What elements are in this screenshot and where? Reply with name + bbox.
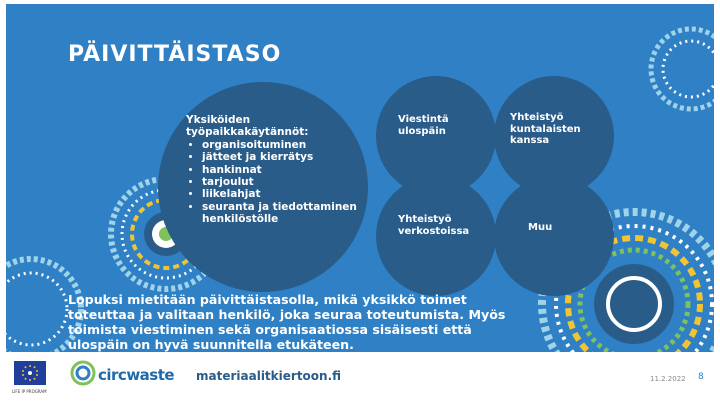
list-item: • liikelahjat	[202, 188, 366, 200]
list-item: • hankinnat	[202, 164, 366, 176]
decorative-rosette-top-right	[646, 24, 714, 114]
list-item: • jätteet ja kierrätys	[202, 151, 366, 163]
workplace-practices-text	[186, 114, 366, 226]
circle-label: Yhteistyö verkostoissa	[398, 214, 470, 237]
summary-paragraph: Lopuksi mietitään päivittäistasolla, mikä yksikkö toimet toteuttaa ja valitaan henkilö, joka seuraa toteutumista. Myös toimista viestiminen sekä organisaatiossa sisäisesti että ulospäin on hyvä suunnitella etukäteen.	[68, 292, 506, 352]
eu-stars-icon	[14, 361, 46, 385]
circle-workplace-practices	[158, 82, 368, 292]
circwaste-logo-icon	[70, 360, 96, 386]
list-item: • tarjoulut	[202, 176, 366, 188]
page-number: 8	[698, 372, 704, 382]
circle-other	[494, 176, 614, 296]
eu-flag-logo	[14, 361, 46, 385]
circle-cooperation-networks	[376, 176, 496, 296]
list-item: • seuranta ja tiedottaminen henkilöstölle	[202, 201, 366, 226]
circwaste-logo-text: circwaste	[98, 366, 175, 384]
website-link[interactable]: materiaalitkiertoon.fi	[196, 369, 342, 383]
slide-title: PÄIVITTÄISTASO	[68, 42, 282, 67]
slide-date: 11.2.2022	[650, 375, 686, 383]
circle-label: Muu	[528, 222, 553, 233]
workplace-practices-list	[186, 139, 366, 226]
circle-label: Yhteistyö kuntalaisten kanssa	[510, 112, 581, 146]
eu-caption: LIFE IP PROGRAM	[12, 389, 47, 394]
list-item: • organisoituminen	[202, 139, 366, 151]
content-panel	[6, 4, 714, 352]
circle-label: Viestintä ulospäin	[398, 114, 449, 137]
workplace-practices-heading: Yksiköiden työpaikkakäytännöt:	[186, 114, 309, 139]
